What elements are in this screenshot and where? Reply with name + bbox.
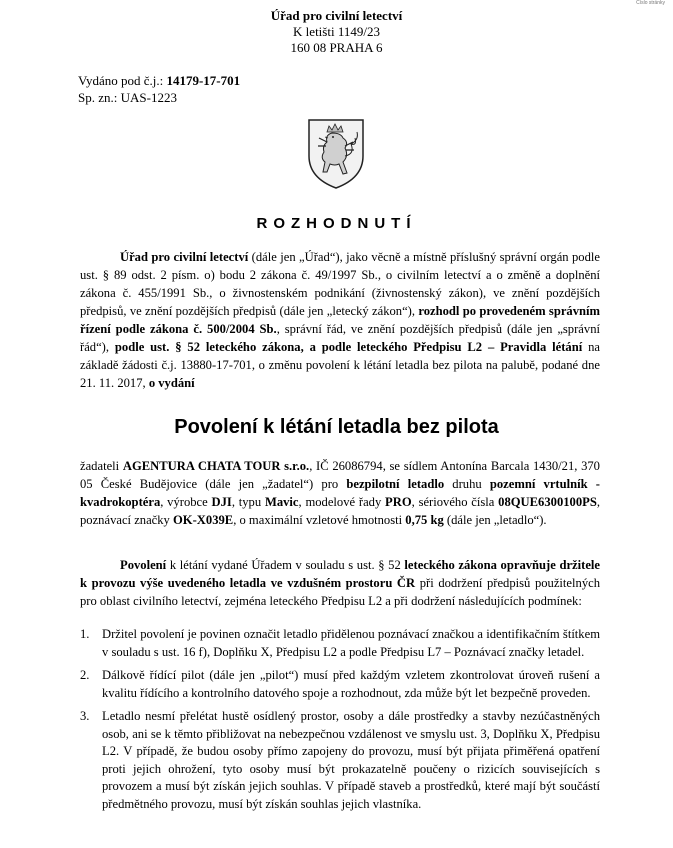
page-corner-note: Číslo stránky [636,0,665,6]
document-title: ROZHODNUTÍ [256,215,417,232]
permission-text: při dodržení předpisů použitelných pro oblast civilního letectví, zejména leteckého Předpisu L2 a při dodržení následujících podmínek: [80,576,600,608]
authority-header [0,8,673,56]
file-value: UAS-1223 [120,90,177,105]
aircraft-model-series: PRO [385,495,412,509]
intro-authority: Úřad pro civilní letectví [120,250,249,264]
condition-number: 1. [80,627,90,641]
permission-paragraph [80,556,600,610]
issued-label: Vydáno pod č.j.: [78,73,164,88]
intro-text-2: , správní řád, ve znění pozdějších předpisů (dále jen „správní řád“), [80,322,600,354]
intro-issuance: o vydání [148,376,195,390]
authority-street: K letišti 1149/23 [293,24,380,39]
aircraft-max-takeoff-weight: 0,75 kg [405,513,444,527]
applicant-text: , typu [231,495,265,509]
intro-text-1: (dále jen „Úřad“), jako věcně a místně příslušný správní orgán podle ust. § 89 odst. 2 písm. o) bodu 2 zákona č. 49/1997 Sb., o civilním letectví a o změně a doplnění zákona č. 455/1991 Sb., o živnostenském podnikání (živnostenský zákon), ve znění pozdějších předpisů, ve znění pozdějších předpisů (dále jen „letecký zákon“), [80,250,600,318]
czech-lion-coat-of-arms-icon [305,116,367,191]
applicant-text: druhu [444,477,490,491]
file-line [78,89,240,106]
condition-number: 2. [80,668,90,682]
permission-law: leteckého zákona [404,558,497,572]
applicant-text: , o maximální vzletové hmotnosti [233,513,406,527]
condition-item [80,667,600,702]
conditions-list [80,626,600,813]
applicant-text: , IČ 26086794, se sídlem Antonína Barcala 1430/21, 370 05 České Budějovice (dále jen „žadatel“) pro [80,459,600,491]
permission-text: k létání vydané Úřadem v souladu s ust. § 52 [166,558,405,572]
issued-line [78,72,240,89]
applicant-text: , modelové řady [298,495,386,509]
aircraft-serial-number: 08QUE6300100PS [498,495,597,509]
applicant-text: , sériového čísla [411,495,499,509]
authority-city: 160 08 PRAHA 6 [290,40,383,55]
applicant-name: AGENTURA CHATA TOUR s.r.o. [122,459,310,473]
intro-decision: rozhodl po provedeném správním řízení podle zákona č. 500/2004 Sb. [80,304,601,336]
permission-scope: opravňuje držitele k provozu výše uvedeného letadla ve vzdušném prostoru ČR [80,558,601,590]
file-label: Sp. zn.: [78,90,118,105]
condition-text: Držitel povolení je povinen označit letadlo přidělenou poznávací značkou a identifikačním štítkem v souladu s ust. 16 f), Doplňku X, Předpisu L2 a podle Předpisu L7 – Poznávací značky letadel. [102,627,600,659]
condition-text: Letadlo nesmí přelétat hustě osídlený prostor, osoby a dále prostředky a stavby nezúčastněných osob, ani se k těmto přibližovat na nebezpečnou vzdálenost ve smyslu ust. 3, Doplňku X, Předpisu L2. V případě, že budou osoby přímo zapojeny do provozu, musí být přijata přiměřená opatření proti jejich ohrožení, tyto osoby musí být prokazatelně poučeny o rizicích souvisejících s provozem a musí být získán jejich souhlas. V případě staveb a prostředků, které mají být součástí předmětného provozu, musí být získán souhlas jejich vlastníka. [102,709,600,811]
aircraft-manufacturer: DJI [211,495,232,509]
applicant-text: žadateli [80,459,123,473]
intro-paragraph [80,248,600,392]
condition-item [80,626,600,661]
document-reference [78,72,240,106]
intro-legal-basis: podle ust. § 52 leteckého zákona, a podle leteckého Předpisu L2 – Pravidla létání [114,340,583,354]
issued-value: 14179-17-701 [166,73,241,88]
aircraft-category: pozemní vrtulník - kvadrokoptéra [80,477,600,509]
condition-number: 3. [80,709,90,723]
condition-item [80,708,600,813]
aircraft-type: Mavic [264,495,299,509]
permit-heading: Povolení k létání letadla bez pilota [174,416,499,438]
aircraft-kind: bezpilotní letadlo [346,477,445,491]
intro-text-3: na základě žádosti č.j. 13880-17-701, o změnu povolení k létání letadla bez pilota na palubě, podané dne 21. 11. 2017, [80,340,600,390]
applicant-text: , poznávací značky [80,495,600,527]
authority-name: Úřad pro civilní letectví [270,8,403,23]
condition-text: Dálkově řídící pilot (dále jen „pilot“) musí před každým vzletem zkontrolovat úroveň rušení a kvalitu řídícího a kontrolního datového spoje a rozhodnout, zda může být let bezpečně proveden. [102,668,600,700]
applicant-text: , výrobce [160,495,212,509]
applicant-text: (dále jen „letadlo“). [443,513,547,527]
aircraft-registration: OK-X039E [173,513,234,527]
permission-lead: Povolení [120,558,167,572]
applicant-paragraph [80,457,600,529]
